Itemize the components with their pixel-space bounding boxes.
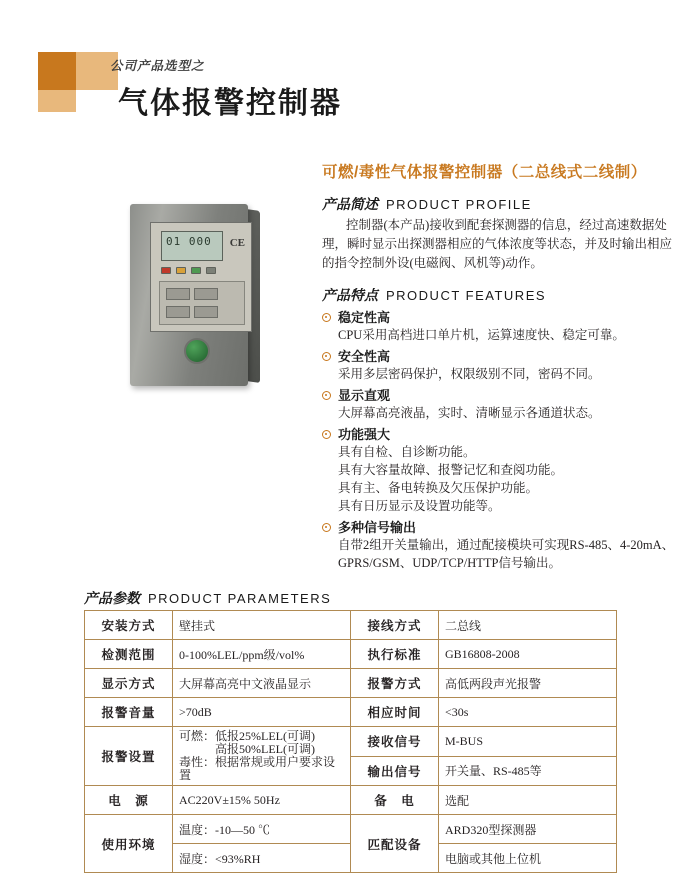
led-alarm-icon: [161, 267, 171, 274]
table-row: [85, 727, 617, 757]
param-value: 选配: [439, 786, 617, 815]
device-body: [130, 204, 248, 386]
feature-head: 稳定性高: [338, 310, 391, 325]
bullet-icon: [322, 391, 331, 400]
param-label: 备 电: [351, 786, 439, 815]
params-title-cn: 产品参数: [84, 590, 140, 606]
table-row: [85, 640, 617, 669]
page-title: 气体报警控制器: [118, 87, 342, 120]
table-row: [85, 786, 617, 815]
param-label: 报警设置: [85, 727, 173, 786]
param-value: 高低两段声光报警: [439, 669, 617, 698]
param-value: <30s: [439, 698, 617, 727]
profile-title-en: PRODUCT PROFILE: [386, 197, 532, 212]
bullet-icon: [322, 313, 331, 322]
device-button-panel: [159, 281, 245, 325]
section-title-profile: [322, 194, 532, 214]
param-value-multiline: [173, 727, 351, 786]
led-spare-icon: [206, 267, 216, 274]
section-title-parameters: [84, 588, 331, 608]
device-button-4: [194, 306, 218, 318]
param-value: 温度：-10—50 ℃: [173, 815, 351, 844]
features-title-en: PRODUCT FEATURES: [386, 288, 547, 303]
feature-line: 具有自检、自诊断功能。: [338, 445, 476, 459]
device-lcd-display: 01 000: [161, 231, 223, 261]
device-front-panel: [150, 222, 252, 332]
param-value: 二总线: [439, 611, 617, 640]
led-power-icon: [191, 267, 201, 274]
feature-line: 自带2组开关量输出，通过配接模块可实现RS-485、4-20mA、: [338, 538, 675, 552]
param-label: 报警音量: [85, 698, 173, 727]
feature-item: [322, 520, 677, 572]
header-block-dark: [38, 52, 76, 90]
param-value: AC220V±15% 50Hz: [173, 786, 351, 815]
ce-mark-icon: CE: [229, 237, 245, 249]
param-label: 使用环境: [85, 815, 173, 873]
param-label: 输出信号: [351, 756, 439, 786]
feature-head: 多种信号输出: [338, 520, 417, 535]
feature-line: GPRS/GSM、UDP/TCP/HTTP信号输出。: [338, 556, 561, 570]
param-label: 接收信号: [351, 727, 439, 757]
param-value: GB16808-2008: [439, 640, 617, 669]
param-label: 执行标准: [351, 640, 439, 669]
param-value: 湿度：<93%RH: [173, 844, 351, 873]
table-row: [85, 611, 617, 640]
feature-list: [322, 310, 677, 577]
profile-title-cn: 产品简述: [322, 196, 378, 212]
param-label: 匹配设备: [351, 815, 439, 873]
bullet-icon: [322, 523, 331, 532]
feature-item: [322, 310, 677, 344]
param-value: 壁挂式: [173, 611, 351, 640]
param-label: 相应时间: [351, 698, 439, 727]
param-label: 报警方式: [351, 669, 439, 698]
param-value: 0-100%LEL/ppm级/vol%: [173, 640, 351, 669]
device-led-row: [161, 267, 241, 274]
param-label: 检测范围: [85, 640, 173, 669]
param-value: 电脑或其他上位机: [439, 844, 617, 873]
param-value-line: 可燃：低报25%LEL(可调): [179, 729, 315, 743]
led-fault-icon: [176, 267, 186, 274]
param-value: 大屏幕高亮中文液晶显示: [173, 669, 351, 698]
feature-line: 具有日历显示及设置功能等。: [338, 499, 501, 513]
bullet-icon: [322, 430, 331, 439]
device-button-2: [194, 288, 218, 300]
header-subtitle: 公司产品选型之: [110, 59, 205, 73]
feature-item: [322, 427, 677, 515]
device-button-1: [166, 288, 190, 300]
table-row: [85, 698, 617, 727]
page-header: [0, 0, 700, 135]
param-value-line: 毒性：根据常规或用户要求设置: [179, 755, 336, 782]
param-value-line: 高报50%LEL(可调): [215, 742, 315, 756]
feature-line: 具有主、备电转换及欠压保护功能。: [338, 481, 539, 495]
feature-head: 安全性高: [338, 349, 391, 364]
feature-line: 具有大容量故障、报警记忆和查阅功能。: [338, 463, 564, 477]
device-indicator-knob: [184, 338, 210, 364]
table-row: [85, 815, 617, 844]
feature-line: 大屏幕高亮液晶，实时、清晰显示各通道状态。: [338, 406, 601, 420]
bullet-icon: [322, 352, 331, 361]
table-row: [85, 669, 617, 698]
param-value: >70dB: [173, 698, 351, 727]
params-title-en: PRODUCT PARAMETERS: [148, 591, 332, 606]
param-label: 电 源: [85, 786, 173, 815]
feature-head: 功能强大: [338, 427, 391, 442]
profile-body-text: 控制器(本产品)接收到配套探测器的信息，经过高速数据处理，瞬时显示出探测器相应的气体浓度等状态，并及时输出相应的指令控制外设(电磁阀、风机等)动作。: [322, 218, 673, 270]
param-value: 开关量、RS-485等: [439, 756, 617, 786]
product-headline: 可燃/毒性气体报警控制器（二总线式二线制）: [322, 164, 647, 181]
param-label: 显示方式: [85, 669, 173, 698]
header-block-light-2: [38, 90, 76, 112]
feature-line: CPU采用高档进口单片机，运算速度快、稳定可靠。: [338, 328, 625, 342]
device-photo: [118, 196, 278, 396]
feature-line: 采用多层密码保护，权限级别不同，密码不同。: [338, 367, 601, 381]
feature-head: 显示直观: [338, 388, 391, 403]
device-button-3: [166, 306, 190, 318]
section-title-features: [322, 285, 546, 305]
parameters-table: [84, 610, 617, 873]
features-title-cn: 产品特点: [322, 287, 378, 303]
param-value: M-BUS: [439, 727, 617, 757]
feature-item: [322, 349, 677, 383]
param-label: 安装方式: [85, 611, 173, 640]
param-value: ARD320型探测器: [439, 815, 617, 844]
feature-item: [322, 388, 677, 422]
param-label: 接线方式: [351, 611, 439, 640]
